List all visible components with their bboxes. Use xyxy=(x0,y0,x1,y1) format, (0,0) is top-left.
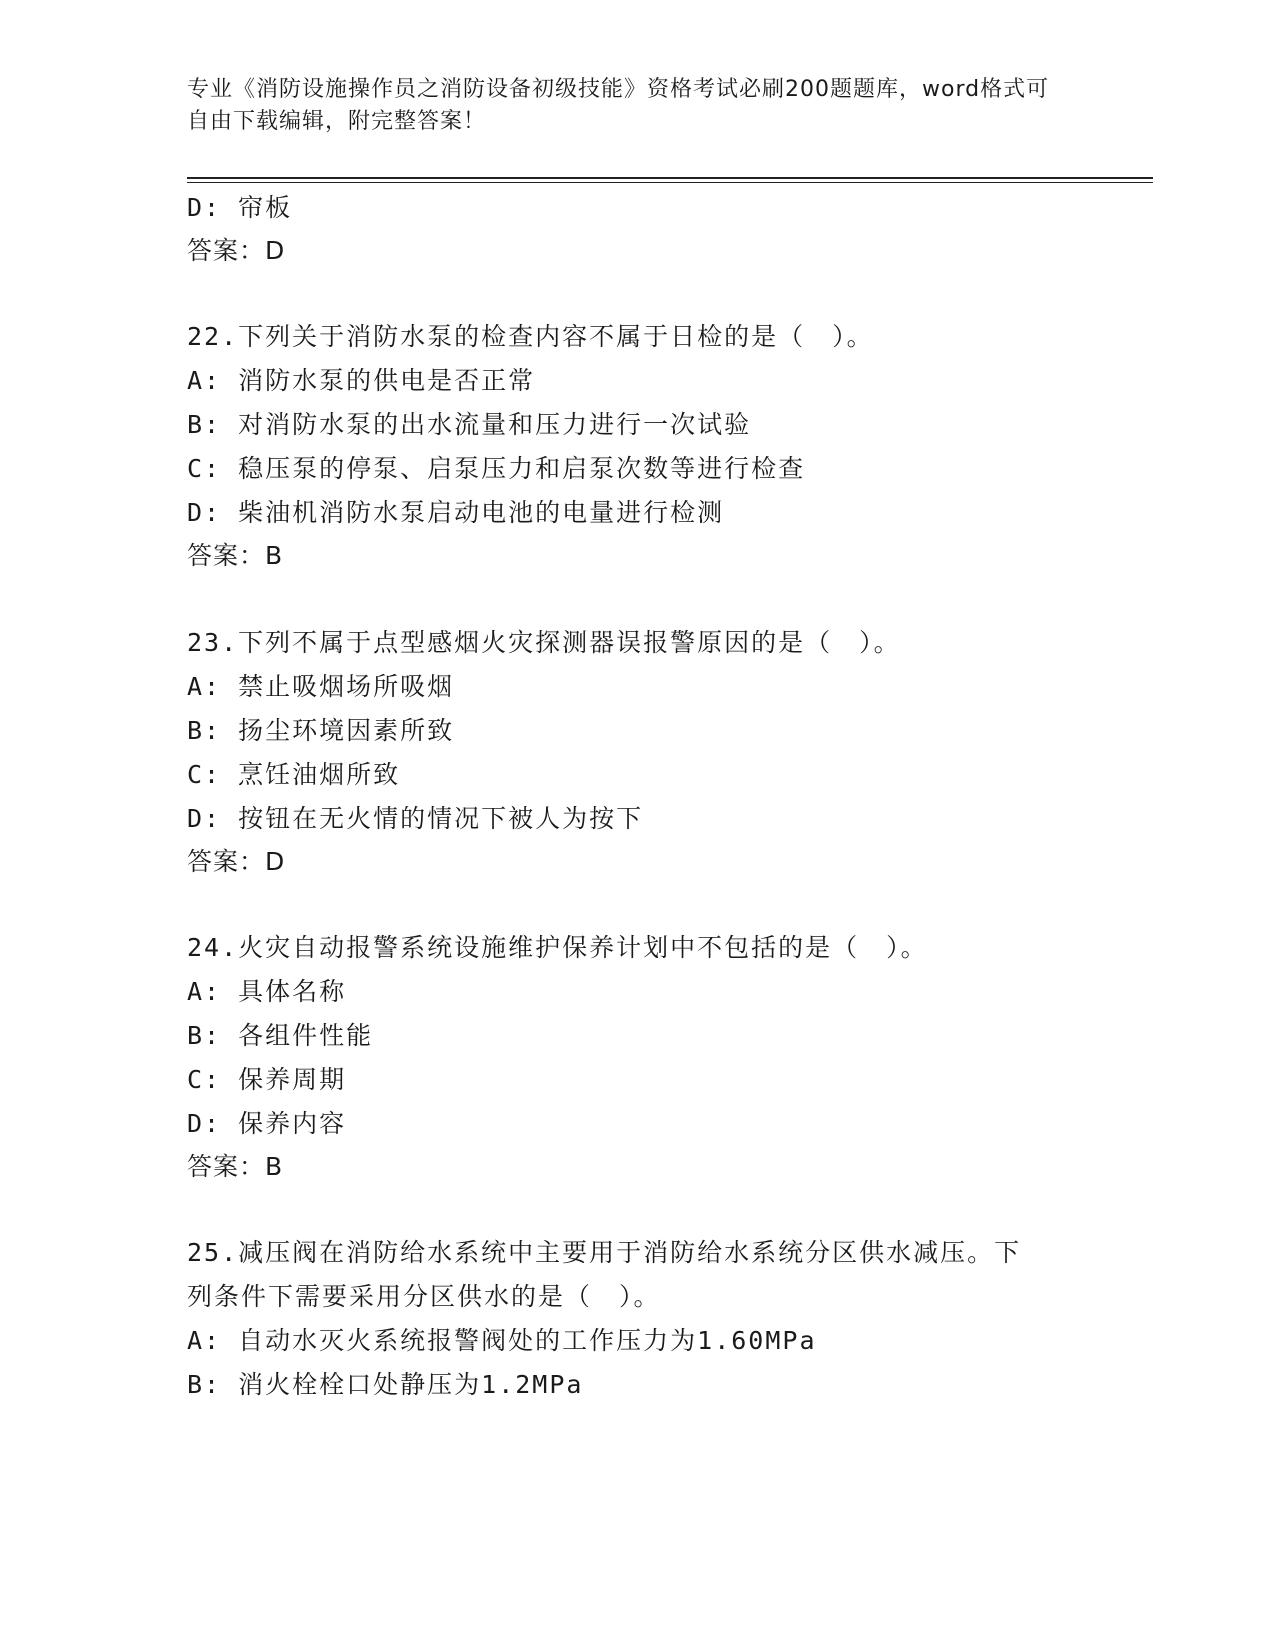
document-header: 专业《消防设施操作员之消防设备初级技能》资格考试必刷200题题库，word格式可自由下载编辑，附完整答案！ xyxy=(187,77,1050,134)
question-stem: 22.下列关于消防水泵的检查内容不属于日检的是（ ）。 xyxy=(187,322,874,351)
answer-text: 答案：B xyxy=(187,541,284,570)
option-text: D: 按钮在无火情的情况下被人为按下 xyxy=(187,804,644,833)
answer-text: 答案：D xyxy=(187,847,286,876)
option-text: D: 帘板 xyxy=(187,193,293,222)
header-divider xyxy=(187,177,1153,183)
option-text: A: 消防水泵的供电是否正常 xyxy=(187,366,536,395)
answer-text: 答案：D xyxy=(187,236,286,265)
option-text: C: 稳压泵的停泵、启泵压力和启泵次数等进行检查 xyxy=(187,454,806,483)
question-stem-continued: 列条件下需要采用分区供水的是（ ）。 xyxy=(187,1282,661,1311)
option-text: D: 保养内容 xyxy=(187,1109,347,1138)
question-stem: 24.火灾自动报警系统设施维护保养计划中不包括的是（ ）。 xyxy=(187,933,928,962)
option-text: A: 自动水灭火系统报警阀处的工作压力为1.60MPa xyxy=(187,1326,817,1355)
option-text: C: 保养周期 xyxy=(187,1065,347,1094)
option-text: A: 禁止吸烟场所吸烟 xyxy=(187,672,455,701)
question-stem: 23.下列不属于点型感烟火灾探测器误报警原因的是（ ）。 xyxy=(187,628,901,657)
option-text: B: 消火栓栓口处静压为1.2MPa xyxy=(187,1370,584,1399)
option-text: C: 烹饪油烟所致 xyxy=(187,760,401,789)
answer-text: 答案：B xyxy=(187,1152,284,1181)
question-stem: 25.减压阀在消防给水系统中主要用于消防给水系统分区供水减压。下 xyxy=(187,1238,1022,1267)
option-text: B: 扬尘环境因素所致 xyxy=(187,716,455,745)
option-text: B: 对消防水泵的出水流量和压力进行一次试验 xyxy=(187,410,752,439)
option-text: A: 具体名称 xyxy=(187,977,347,1006)
option-text: D: 柴油机消防水泵启动电池的电量进行检测 xyxy=(187,498,725,527)
option-text: B: 各组件性能 xyxy=(187,1021,374,1050)
